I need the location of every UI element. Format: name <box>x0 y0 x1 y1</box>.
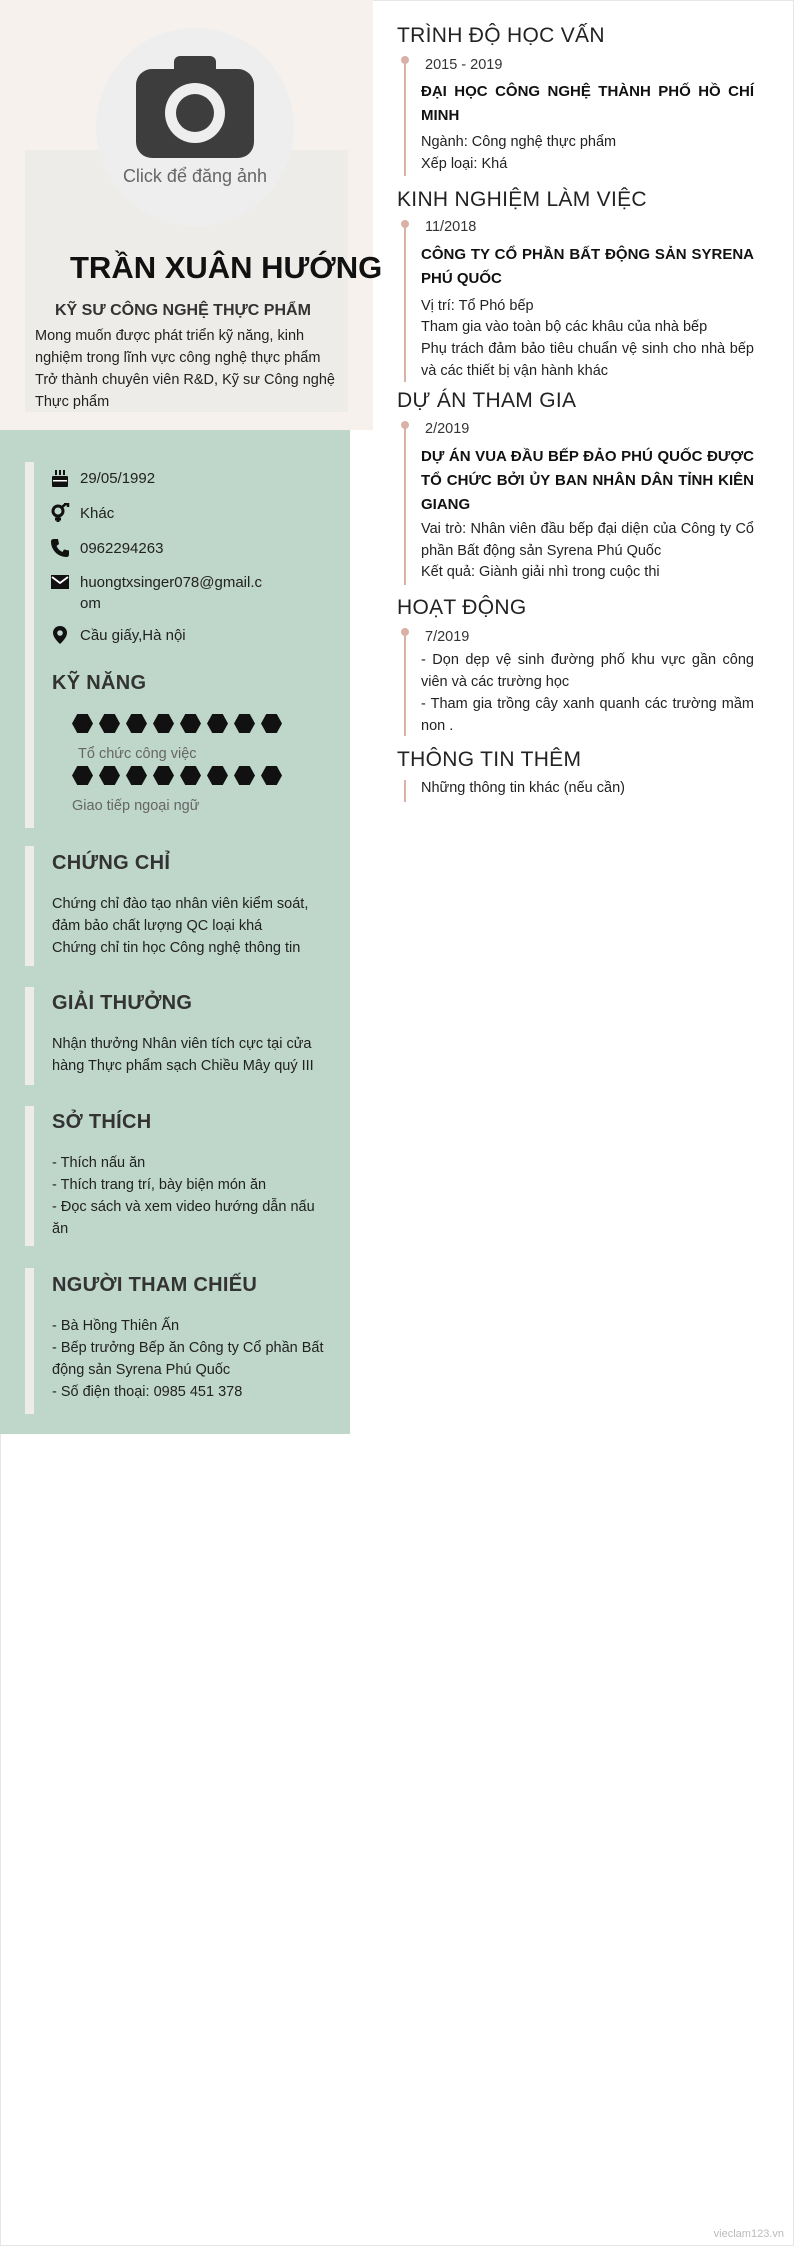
experience-duty-2: Phụ trách đảm bảo tiêu chuẩn vệ sinh cho nhà bếp và các thiết bị vận hành khác <box>421 341 754 379</box>
address-value: Cầu giấy,Hà nội <box>80 627 186 644</box>
skill-dot[interactable] <box>153 766 174 785</box>
education-date: 2015 - 2019 <box>425 57 503 73</box>
birthday-cake-icon <box>50 468 70 488</box>
certificates-text: Chứng chỉ đào tạo nhân viên kiểm soát, đảm bảo chất lượng QC loại khá Chứng chỉ tin học Công nghệ thông tin <box>52 896 309 956</box>
phone-row <box>50 538 280 559</box>
projects-date: 2/2019 <box>425 421 470 437</box>
skill-dot[interactable] <box>234 714 255 733</box>
experience-date: 11/2018 <box>425 219 477 235</box>
experience-company: CÔNG TY CỔ PHẦN BẤT ĐỘNG SẢN SYRENA PHÚ QUỐC <box>421 246 754 287</box>
timeline-dot <box>401 220 409 228</box>
activities-heading: HOẠT ĐỘNG <box>397 596 527 619</box>
hobbies-heading: SỞ THÍCH <box>52 1111 152 1133</box>
email-value[interactable]: huongtxsinger078@gmail.com <box>80 574 262 612</box>
hobbies-text: - Thích nấu ăn - Thích trang trí, bày biện món ăn - Đọc sách và xem video hướng dẫn nấu ăn <box>52 1155 315 1237</box>
projects-timeline <box>404 423 406 585</box>
skill-label-1: Tổ chức công việc <box>78 746 197 762</box>
references-bar <box>25 1268 34 1414</box>
projects-title: DỰ ÁN VUA ĐẦU BẾP ĐẢO PHÚ QUỐC ĐƯỢC TỔ CHỨC BỞI ỦY BAN NHÂN DÂN TỈNH KIÊN GIANG <box>421 448 754 513</box>
skill-rating-2[interactable] <box>72 766 282 785</box>
projects-result: Kết quả: Giành giải nhì trong cuộc thi <box>421 564 660 580</box>
location-pin-icon <box>50 625 70 645</box>
certificates-heading: CHỨNG CHỈ <box>52 852 171 874</box>
skill-label-2: Giao tiếp ngoại ngữ <box>72 798 200 814</box>
skill-dot[interactable] <box>207 714 228 733</box>
birthday-value: 29/05/1992 <box>80 470 156 487</box>
email-row <box>50 572 280 614</box>
activities-item-2: - Tham gia trồng cây xanh quanh các trường mầm non . <box>421 696 754 734</box>
education-major: Ngành: Công nghệ thực phẩm <box>421 134 617 150</box>
address-row <box>50 625 280 646</box>
skills-heading: KỸ NĂNG <box>52 672 147 694</box>
gender-value: Khác <box>80 505 115 522</box>
skill-dot[interactable] <box>180 766 201 785</box>
experience-timeline <box>404 222 406 382</box>
gender-icon <box>50 503 70 523</box>
education-school: ĐẠI HỌC CÔNG NGHỆ THÀNH PHỐ HỒ CHÍ MINH <box>421 83 754 124</box>
phone-value[interactable]: 0962294263 <box>80 540 164 557</box>
experience-position: Vị trí: Tổ Phó bếp <box>421 298 534 314</box>
hobbies-bar <box>25 1106 34 1246</box>
skill-dot[interactable] <box>99 714 120 733</box>
skill-rating-1[interactable] <box>72 714 282 733</box>
camera-icon[interactable] <box>136 56 254 158</box>
education-heading: TRÌNH ĐỘ HỌC VẤN <box>397 24 605 47</box>
avatar-caption[interactable]: Click để đăng ảnh <box>122 166 268 186</box>
education-timeline <box>404 58 406 176</box>
references-text: - Bà Hồng Thiên Ấn - Bếp trưởng Bếp ăn Công ty Cổ phần Bất động sản Syrena Phú Quốc - Số điện thoại: 0985 451 378 <box>52 1318 324 1400</box>
additional-heading: THÔNG TIN THÊM <box>397 748 582 771</box>
activities-item-1: - Dọn dẹp vệ sinh đường phố khu vực gần công viên và các trường học <box>421 652 754 690</box>
education-grade: Xếp loại: Khá <box>421 156 508 172</box>
experience-duty-1: Tham gia vào toàn bộ các khâu của nhà bếp <box>421 319 708 335</box>
awards-bar <box>25 987 34 1085</box>
references-heading: NGƯỜI THAM CHIẾU <box>52 1274 258 1296</box>
birthday-row <box>50 468 280 489</box>
skill-dot[interactable] <box>234 766 255 785</box>
activities-date: 7/2019 <box>425 629 470 645</box>
timeline-dot <box>401 56 409 64</box>
skill-dot[interactable] <box>261 766 282 785</box>
projects-heading: DỰ ÁN THAM GIA <box>397 389 577 412</box>
additional-text: Những thông tin khác (nếu cần) <box>421 780 625 796</box>
email-icon <box>50 572 70 592</box>
certificates-bar <box>25 846 34 966</box>
experience-heading: KINH NGHIỆM LÀM VIỆC <box>397 188 647 211</box>
skill-dot[interactable] <box>99 766 120 785</box>
skill-dot[interactable] <box>72 714 93 733</box>
gender-row <box>50 503 280 524</box>
watermark: vieclam123.vn <box>713 2228 784 2240</box>
skills-bar <box>25 666 34 828</box>
activities-timeline <box>404 630 406 736</box>
skill-dot[interactable] <box>153 714 174 733</box>
projects-role: Vai trò: Nhân viên đầu bếp đại diện của Công ty Cổ phần Bất động sản Syrena Phú Quốc <box>421 521 754 559</box>
awards-heading: GIẢI THƯỞNG <box>52 992 193 1014</box>
skill-dot[interactable] <box>126 714 147 733</box>
candidate-name: TRẦN XUÂN HƯỚNG <box>70 250 383 285</box>
timeline-dot <box>401 421 409 429</box>
skill-dot[interactable] <box>126 766 147 785</box>
skill-dot[interactable] <box>180 714 201 733</box>
phone-icon <box>50 538 70 558</box>
contact-bar <box>25 462 34 690</box>
career-objective: Mong muốn được phát triển kỹ năng, kinh nghiệm trong lĩnh vực công nghệ thực phẩm Trở thành chuyên viên R&D, Kỹ sư Công nghệ Thực phẩm <box>35 328 335 410</box>
timeline-dot <box>401 628 409 636</box>
skill-dot[interactable] <box>261 714 282 733</box>
additional-timeline <box>404 780 406 802</box>
job-title: KỸ SƯ CÔNG NGHỆ THỰC PHẨM <box>55 302 311 319</box>
skill-dot[interactable] <box>72 766 93 785</box>
awards-text: Nhận thưởng Nhân viên tích cực tại cửa hàng Thực phẩm sạch Chiều Mây quý III <box>52 1036 314 1074</box>
skill-dot[interactable] <box>207 766 228 785</box>
